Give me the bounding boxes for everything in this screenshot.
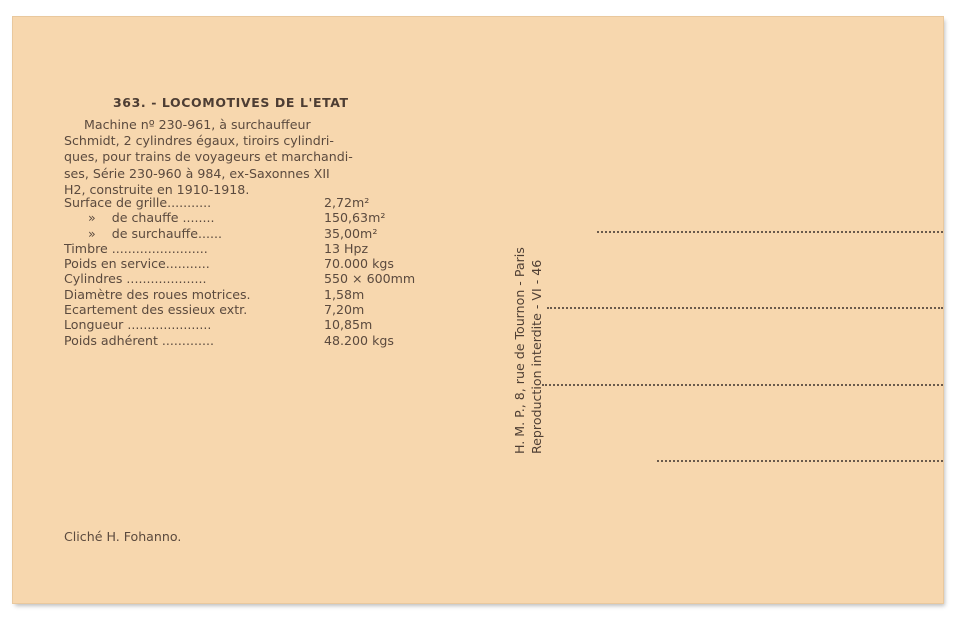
publisher-line: H. M. P., 8, rue de Tournon - Paris [512,247,527,454]
postcard-back [13,17,943,603]
spec-label: Timbre ........................ [64,240,208,256]
address-line [542,384,943,386]
spec-label: » de surchauffe...... [64,225,222,241]
spec-label: Diamètre des roues motrices. [64,286,251,302]
spec-value: 13 Hpz [324,240,369,256]
address-line [547,307,943,309]
spec-value: 550 × 600mm [324,271,416,287]
spec-value: 150,63m² [324,210,386,226]
publisher-line: Reproduction interdite - VI - 46 [529,259,544,454]
locomotive-description [64,117,434,198]
description-line: Machine nº 230-961, à surchauffeur [84,117,311,132]
publisher-imprint [511,164,561,454]
spec-label: Longueur ..................... [64,317,212,333]
description-line: ses, Série 230-960 à 984, ex-Saxonnes XII [64,165,330,181]
card-title: 363. - LOCOMOTIVES DE L'ETAT [113,95,349,110]
spec-value: 2,72m² [324,195,370,210]
spec-label: Poids adhérent ............. [64,332,214,348]
spec-label: Surface de grille........... [64,195,212,210]
spec-value: 10,85m [324,317,373,333]
spec-value: 1,58m [324,286,365,302]
description-line: Schmidt, 2 cylindres égaux, tiroirs cylindri- [64,133,334,149]
description-line: H2, construite en 1910-1918. [64,181,250,197]
spec-label: Cylindres .................... [64,271,207,287]
address-line [657,460,943,462]
address-line [597,231,943,233]
spec-value: 35,00m² [324,225,378,241]
spec-value: 48.200 kgs [324,332,394,348]
spec-label: Poids en service........... [64,256,210,272]
spec-label: » de chauffe ........ [64,210,215,226]
description-line: ques, pour trains de voyageurs et marchandi- [64,149,353,165]
spec-label: Ecartement des essieux extr. [64,302,248,318]
photo-credit: Cliché H. Fohanno. [64,529,182,544]
spec-value: 70.000 kgs [324,256,394,272]
spec-value: 7,20m [324,302,365,318]
